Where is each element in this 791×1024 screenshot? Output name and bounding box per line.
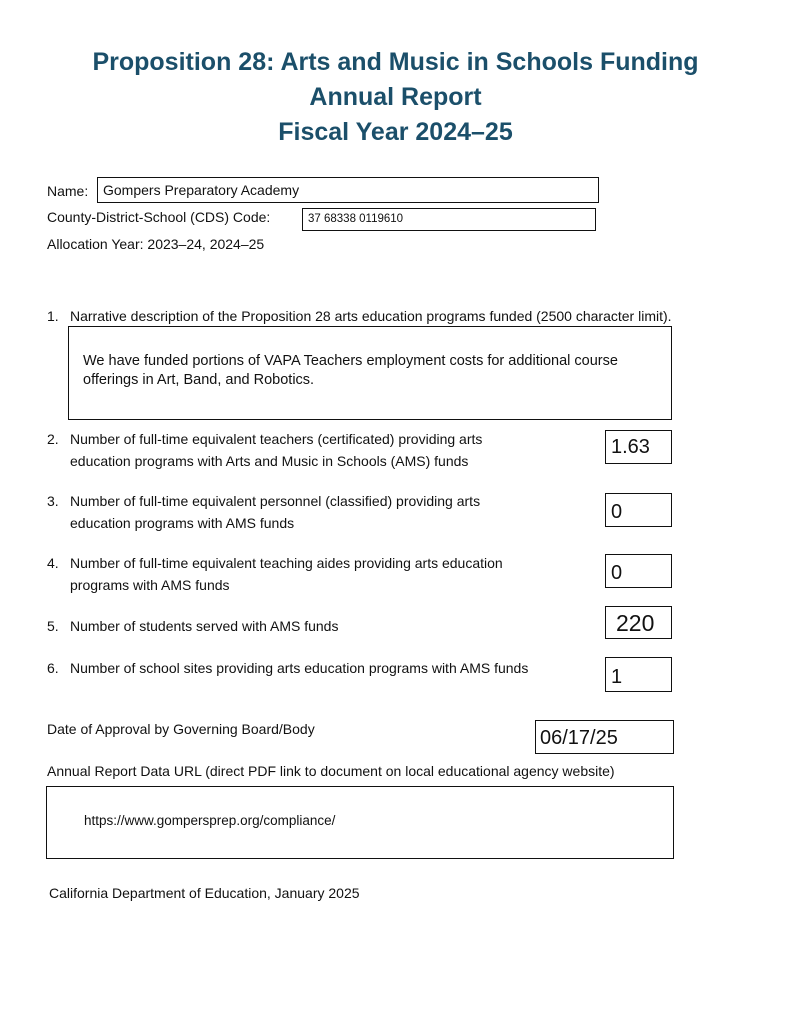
teachers-fte-value: 1.63 (611, 436, 650, 458)
aides-fte-field[interactable] (605, 554, 672, 588)
school-sites-value: 1 (611, 666, 623, 688)
question-3-text-line1: Number of full-time equivalent personnel (classified) providing arts (70, 493, 481, 509)
question-4-text-line1: Number of full-time equivalent teaching aides providing arts education (70, 555, 503, 571)
name-value: Gompers Preparatory Academy (103, 182, 300, 198)
footer-text: California Department of Education, January 2025 (49, 885, 360, 901)
question-6-text: Number of school sites providing arts education programs with AMS funds (70, 660, 529, 676)
cds-value: 37 68338 0119610 (308, 213, 404, 225)
aides-fte-value: 0 (611, 562, 623, 584)
report-title-line1: Proposition 28: Arts and Music in Schools Funding (92, 48, 699, 76)
school-sites-field[interactable] (605, 657, 672, 692)
teachers-fte-field[interactable] (605, 430, 672, 464)
question-2-number: 2. (47, 431, 59, 447)
narrative-field[interactable] (68, 326, 672, 420)
question-6-number: 6. (47, 660, 59, 676)
cds-label: County-District-School (CDS) Code: (47, 209, 271, 225)
report-url-value: https://www.gompersprep.org/compliance/ (84, 813, 336, 828)
report-title-line3: Fiscal Year 2024–25 (278, 118, 513, 146)
cds-field[interactable] (302, 208, 596, 231)
narrative-value: We have funded portions of VAPA Teachers employment costs for additional course offerings in Art, Band, and Robotics. (83, 353, 618, 388)
approval-date-field[interactable] (535, 720, 674, 754)
approval-date-label: Date of Approval by Governing Board/Body (47, 721, 315, 737)
students-served-value: 220 (616, 610, 655, 636)
question-2-text-line1: Number of full-time equivalent teachers (certificated) providing arts (70, 431, 483, 447)
question-2-text-line2: education programs with Arts and Music in Schools (AMS) funds (70, 453, 469, 469)
question-1-number: 1. (47, 308, 59, 324)
name-field[interactable] (97, 177, 599, 203)
report-title-line2: Annual Report (309, 83, 482, 111)
report-url-label: Annual Report Data URL (direct PDF link to document on local educational agency website) (47, 763, 615, 779)
question-4-number: 4. (47, 555, 59, 571)
personnel-fte-field[interactable] (605, 493, 672, 527)
question-1-text: Narrative description of the Proposition 28 arts education programs funded (2500 character limit). (70, 308, 672, 324)
question-3-number: 3. (47, 493, 59, 509)
report-url-field[interactable] (46, 786, 674, 859)
question-3-text-line2: education programs with AMS funds (70, 515, 295, 531)
question-4-text-line2: programs with AMS funds (70, 577, 230, 593)
question-5-text: Number of students served with AMS funds (70, 618, 339, 634)
approval-date-value: 06/17/25 (540, 727, 618, 749)
question-5-number: 5. (47, 618, 59, 634)
students-served-field[interactable] (605, 606, 672, 639)
personnel-fte-value: 0 (611, 501, 623, 523)
name-label: Name: (47, 183, 89, 199)
allocation-year: Allocation Year: 2023–24, 2024–25 (47, 236, 265, 252)
